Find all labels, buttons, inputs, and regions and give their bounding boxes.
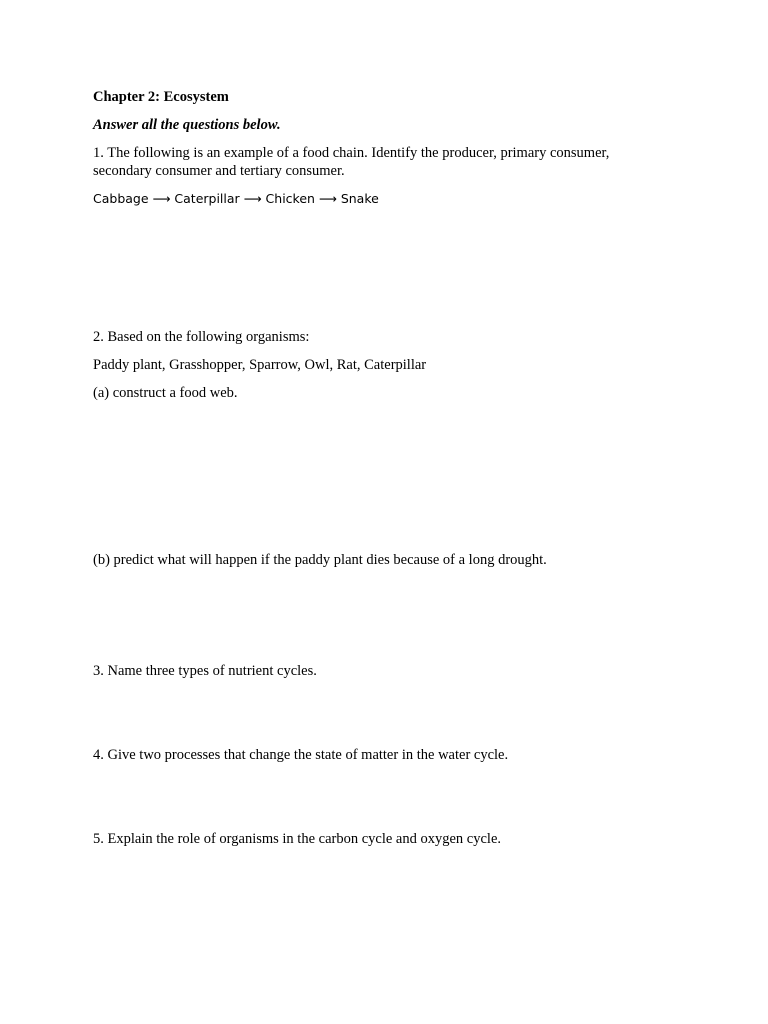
- question-2b-text: (b) predict what will happen if the paddy plant dies because of a long drought.: [93, 552, 547, 568]
- instruction-text: Answer all the questions below.: [93, 117, 281, 133]
- food-chain-sequence: Cabbage ⟶ Caterpillar ⟶ Chicken ⟶ Snake: [93, 191, 379, 206]
- question-2a-text: (a) construct a food web.: [93, 385, 238, 401]
- question-3-text: 3. Name three types of nutrient cycles.: [93, 663, 317, 679]
- chapter-heading: Chapter 2: Ecosystem: [93, 89, 229, 105]
- question-1-text: 1. The following is an example of a food chain. Identify the producer, primary consumer, secondary consumer and tertiary consumer.: [93, 145, 610, 179]
- question-2-text: 2. Based on the following organisms:: [93, 329, 310, 345]
- question-4-text: 4. Give two processes that change the state of matter in the water cycle.: [93, 747, 509, 763]
- question-2-organisms: Paddy plant, Grasshopper, Sparrow, Owl, Rat, Caterpillar: [93, 357, 427, 373]
- question-5-text: 5. Explain the role of organisms in the carbon cycle and oxygen cycle.: [93, 831, 502, 847]
